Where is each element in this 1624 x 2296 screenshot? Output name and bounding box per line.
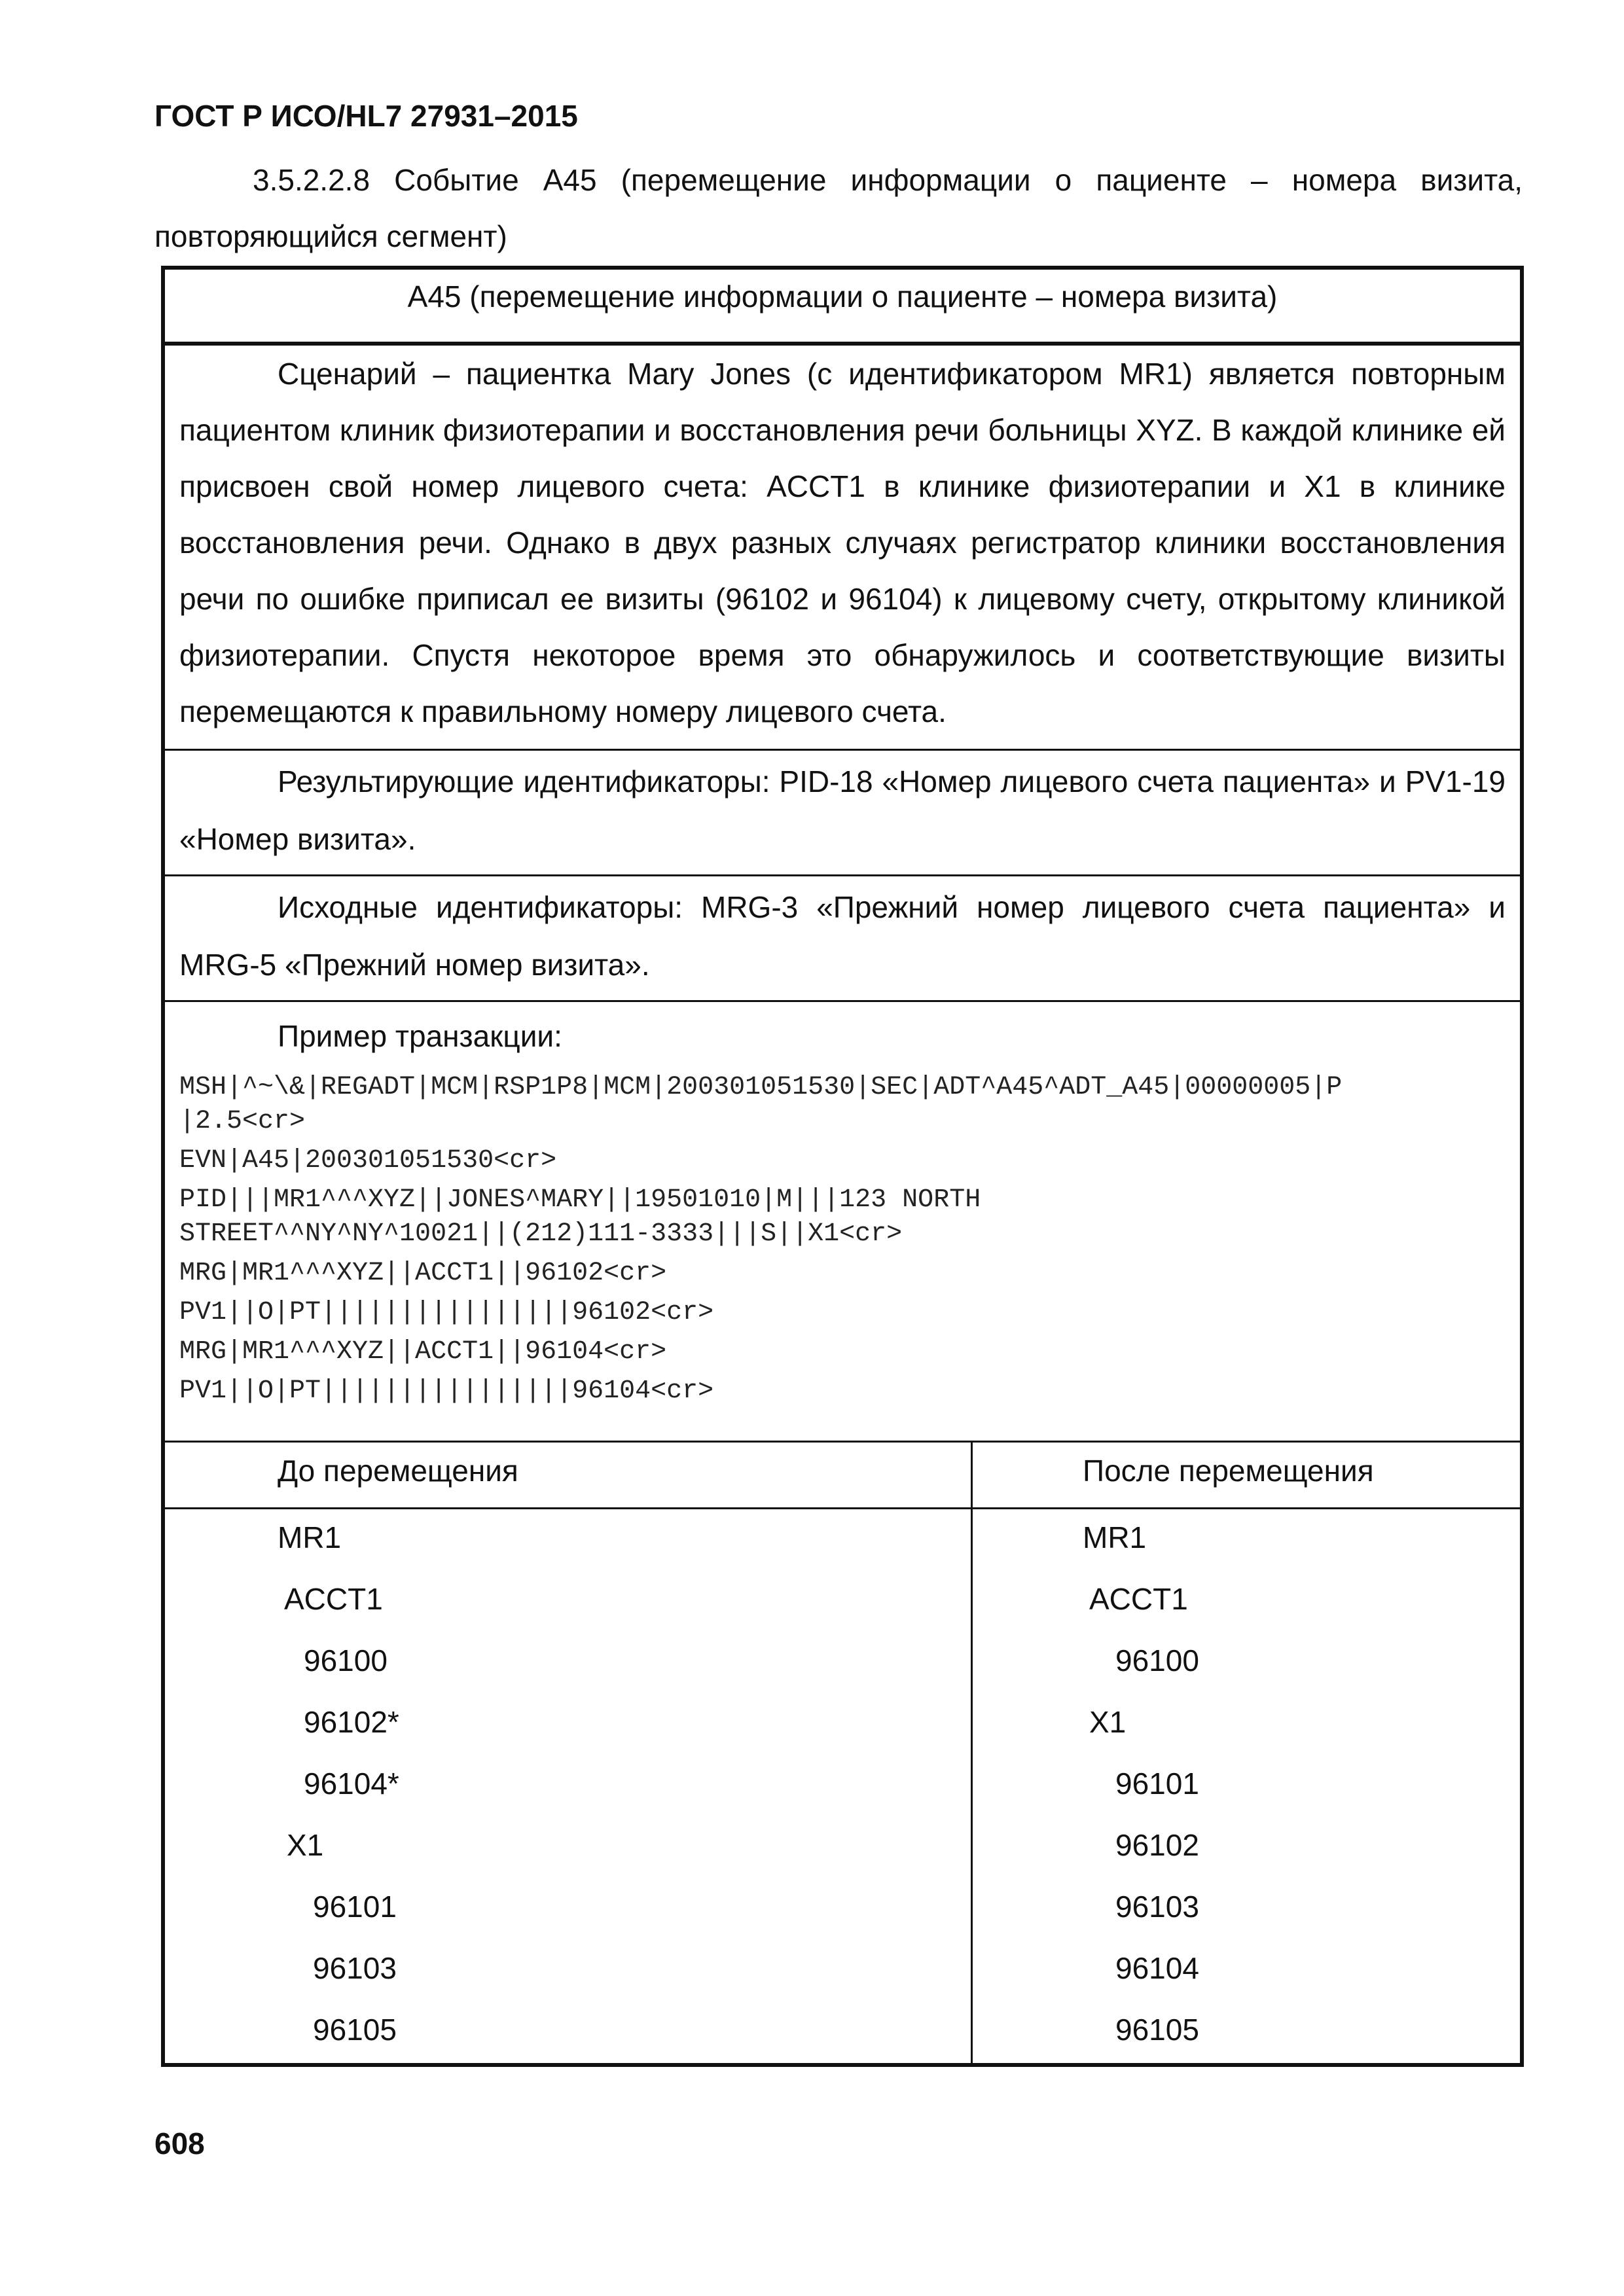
source-identifiers-paragraph: Исходные идентификаторы: MRG-3 «Прежний номер лицевого счета пациента» и MRG-5 «Прежний номер визита». bbox=[179, 890, 1506, 982]
before-item: X1 bbox=[287, 1828, 324, 1862]
divider bbox=[165, 1441, 1520, 1443]
before-item: MR1 bbox=[278, 1520, 342, 1554]
transaction-line: EVN|A45|200301051530<cr> bbox=[179, 1146, 557, 1175]
after-item: X1 bbox=[1089, 1705, 1127, 1739]
after-item: 96103 bbox=[1115, 1890, 1199, 1924]
result-identifiers-paragraph: Результирующие идентификаторы: PID-18 «Номер лицевого счета пациента» и PV1-19 «Номер визита». bbox=[179, 764, 1506, 856]
after-item: 96102 bbox=[1115, 1828, 1199, 1862]
transaction-line: PV1||O|PT||||||||||||||||96104<cr> bbox=[179, 1376, 714, 1406]
event-table bbox=[161, 266, 1524, 2067]
after-item: 96101 bbox=[1115, 1767, 1199, 1801]
before-item: 96101 bbox=[313, 1890, 397, 1924]
before-item: ACCT1 bbox=[284, 1582, 383, 1616]
divider bbox=[165, 749, 1520, 751]
transaction-line: PV1||O|PT||||||||||||||||96102<cr> bbox=[179, 1298, 714, 1327]
divider bbox=[165, 1507, 1520, 1509]
transaction-line: MRG|MR1^^^XYZ||ACCT1||96104<cr> bbox=[179, 1337, 667, 1367]
before-item: 96100 bbox=[304, 1643, 388, 1677]
before-item: 96102* bbox=[304, 1705, 399, 1739]
divider bbox=[165, 874, 1520, 876]
after-item: 96105 bbox=[1115, 2013, 1199, 2047]
after-item: 96104 bbox=[1115, 1951, 1199, 1985]
after-item: 96100 bbox=[1115, 1643, 1199, 1677]
page-number: 608 bbox=[154, 2126, 205, 2161]
before-item: 96105 bbox=[313, 2013, 397, 2047]
column-divider bbox=[971, 1441, 973, 2063]
transaction-line: |2.5<cr> bbox=[179, 1107, 306, 1136]
after-item: MR1 bbox=[1083, 1520, 1147, 1554]
after-item: ACCT1 bbox=[1089, 1582, 1188, 1616]
divider bbox=[165, 1000, 1520, 1002]
transaction-line: STREET^^NY^NY^10021||(212)111-3333|||S||X1<cr> bbox=[179, 1219, 903, 1249]
transaction-line: MSH|^~\&|REGADT|MCM|RSP1P8|MCM|200301051530|SEC|ADT^A45^ADT_A45|00000005|P bbox=[179, 1073, 1343, 1102]
transaction-line: MRG|MR1^^^XYZ||ACCT1||96102<cr> bbox=[179, 1259, 667, 1288]
table-title: А45 (перемещение информации о пациенте – номера визита) bbox=[407, 279, 1278, 314]
section-title: 3.5.2.2.8 Событие А45 (перемещение информации о пациенте – номера визита, повторяющийся сегмент) bbox=[154, 163, 1523, 253]
document-header: ГОСТ Р ИСО/HL7 27931–2015 bbox=[154, 99, 578, 133]
before-item: 96103 bbox=[313, 1951, 397, 1985]
example-label: Пример транзакции: bbox=[278, 1019, 562, 1053]
before-column-header: До перемещения bbox=[278, 1454, 518, 1488]
before-item: 96104* bbox=[304, 1767, 399, 1801]
transaction-line: PID|||MR1^^^XYZ||JONES^MARY||19501010|M|||123 NORTH bbox=[179, 1185, 981, 1215]
scenario-paragraph: Сценарий – пациентка Mary Jones (с идентификатором MR1) является повторным пациентом клиник физиотерапии и восстановления речи больницы XYZ. В каждой клинике ей присвоен свой номер лицевого счета: ACCT1 в клинике физиотерапии и Х1 в клинике восстановления речи. Однако в двух разных случаях регистратор клиники восстановления речи по ошибке приписал ее визиты (96102 и 96104) к лицевому счету, открытому клиникой физиотерапии. Спустя некоторое время это обнаружилось и соответствующие визиты перемещаются к правильному номеру лицевого счета. bbox=[179, 357, 1506, 728]
after-column-header: После перемещения bbox=[1083, 1454, 1374, 1488]
